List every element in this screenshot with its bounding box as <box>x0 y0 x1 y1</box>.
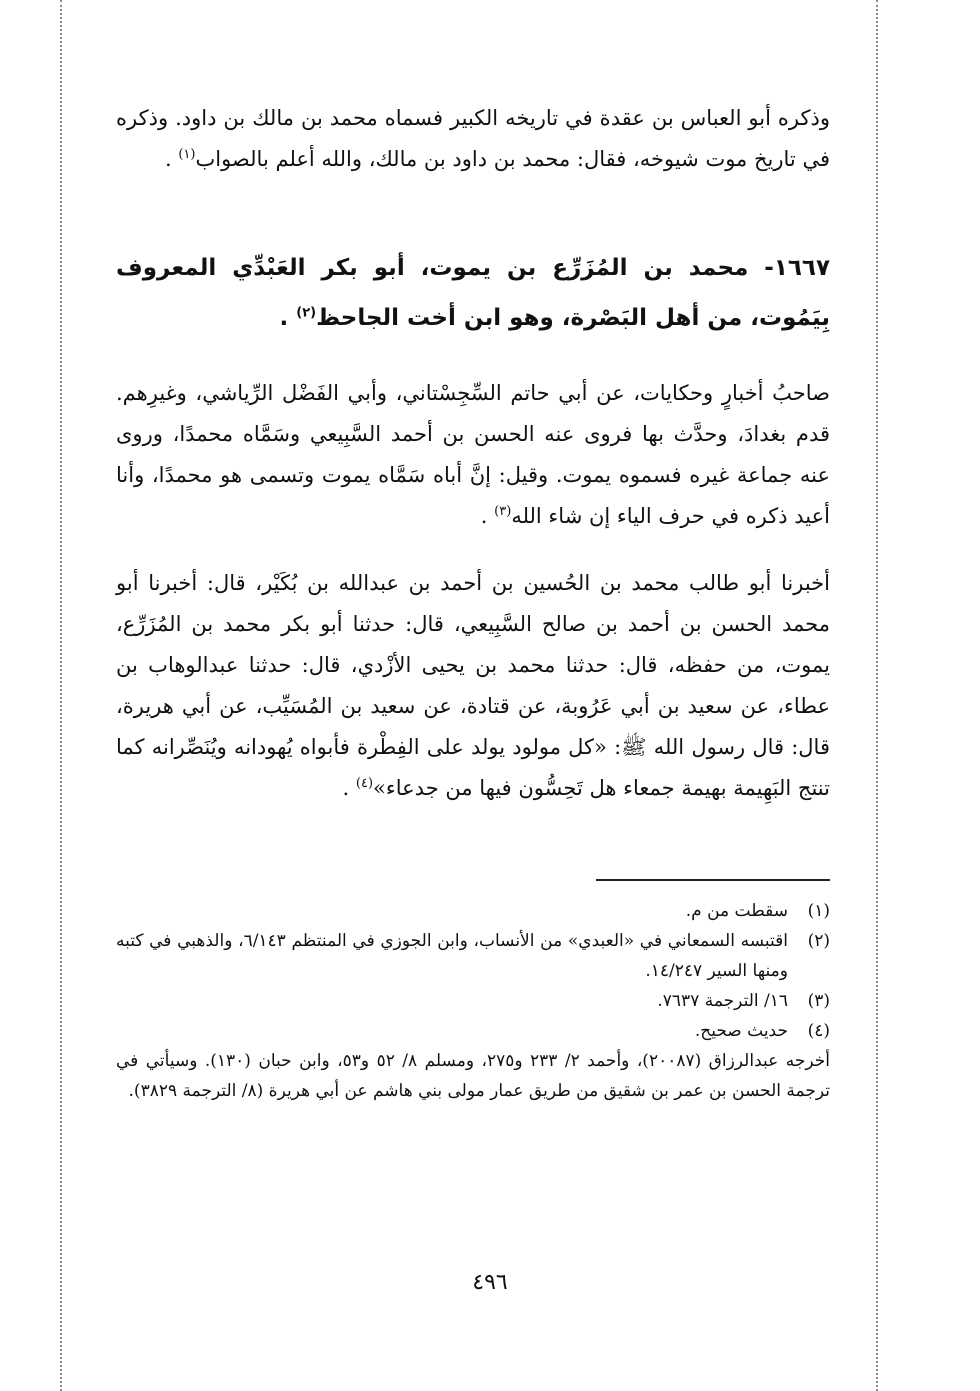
footnote-ref-3[interactable]: (٣) <box>494 504 512 519</box>
entry-heading <box>116 243 830 343</box>
biography-end: . <box>480 504 488 528</box>
footnote-text: حديث صحيح. <box>694 1021 788 1041</box>
footnote-text: ١٦/ الترجمة ٧٦٣٧. <box>657 991 788 1011</box>
footnote-ref-2[interactable]: (٢) <box>296 305 317 321</box>
footnote-number: (٣) <box>807 991 830 1011</box>
hadith-paragraph <box>116 563 830 809</box>
footnote-text: اقتبسه السمعاني في «العبدي» من الأنساب، وابن الجوزي في المنتظم ٦/١٤٣، والذهبي في كتبه ومنها السير ١٤/٢٤٧. <box>116 931 788 981</box>
intro-end: . <box>164 147 172 171</box>
biography-paragraph <box>116 373 830 537</box>
right-margin-dotted-line <box>876 0 878 1391</box>
footnote-1 <box>116 896 830 926</box>
footnote-number: (١) <box>807 901 830 921</box>
footnotes-section <box>116 896 830 1106</box>
hadith-end: . <box>342 776 350 800</box>
entry-end: . <box>279 305 289 331</box>
left-margin-dotted-line <box>60 0 62 1391</box>
footnote-4-continuation: أخرجه عبدالرزاق (٢٠٠٨٧)، وأحمد ٢/ ٢٣٣ و٢٧٥، ومسلم ٨/ ٥٢ و٥٣، وابن حبان (١٣٠). وسيأتي في ترجمة الحسن بن عمر بن شقيق من طريق عمار مولى بني هاشم عن أبي هريرة (٨/ الترجمة ٣٨٢٩). <box>116 1051 830 1101</box>
biography-text: صاحبُ أخبارٍ وحكايات، عن أبي حاتم السِّجِسْتاني، وأبي الفَضْل الرِّياشي، وغيرِهم. قدم بغدادَ، وحدَّث بها فروى عنه الحسن بن أحمد السَّبِيعي وسَمَّاه محمدًا، وروى عنه جماعة غيره فسموه يموت. وقيل: إنَّ أباه سَمَّاه يموت وتسمى هو محمدًا، وأنا أعيد ذكره في حرف الياء إن شاء الله <box>116 381 830 528</box>
hadith-text: أخبرنا أبو طالب محمد بن الحُسين بن أحمد بن عبدالله بن بُكَيْر، قال: أخبرنا أبو محمد الحسن بن أحمد بن صالح السَّبِيعي، قال: حدثنا أبو بكر محمد بن المُزَرِّع، يموت، من حفظه، قال: حدثنا محمد بن يحيى الأزْدي، قال: حدثنا عبدالوهاب بن عطاء، عن سعيد بن أبي عَرُوبة، عن قتادة، عن سعيد بن المُسَيِّب، عن أبي هريرة، قال: قال رسول الله ﷺ: «كل مولود يولد على الفِطْرة فأبواه يُهودانه ويُنَصِّرانه كما تنتج البَهِيمة بهيمة جمعاء هل تَحِسُّون فيها من جدعاء» <box>116 571 830 800</box>
intro-text: وذكره أبو العباس بن عقدة في تاريخه الكبير فسماه محمد بن مالك بن داود. وذكره في تاريخ موت شيوخه، فقال: محمد بن داود بن مالك، والله أعلم بالصواب <box>116 106 830 171</box>
footnote-number: (٤) <box>807 1021 830 1041</box>
footnote-separator <box>596 879 830 881</box>
intro-paragraph <box>116 98 830 180</box>
footnote-3 <box>116 986 830 1016</box>
entry-heading-text: ١٦٦٧- محمد بن المُزَرِّع بن يموت، أبو بكر العَبْدِّي المعروف بِيَمُوت، من أهل البَصْرة، وهو ابن أخت الجاحظ <box>116 255 830 331</box>
footnote-2 <box>116 926 830 986</box>
footnote-text: سقطت من م. <box>685 901 788 921</box>
footnote-ref-1[interactable]: (١) <box>178 147 196 162</box>
footnote-4 <box>116 1016 830 1046</box>
footnote-ref-4[interactable]: (٤) <box>355 776 374 791</box>
page-number: ٤٩٦ <box>472 1270 508 1295</box>
footnote-number: (٢) <box>807 931 830 951</box>
